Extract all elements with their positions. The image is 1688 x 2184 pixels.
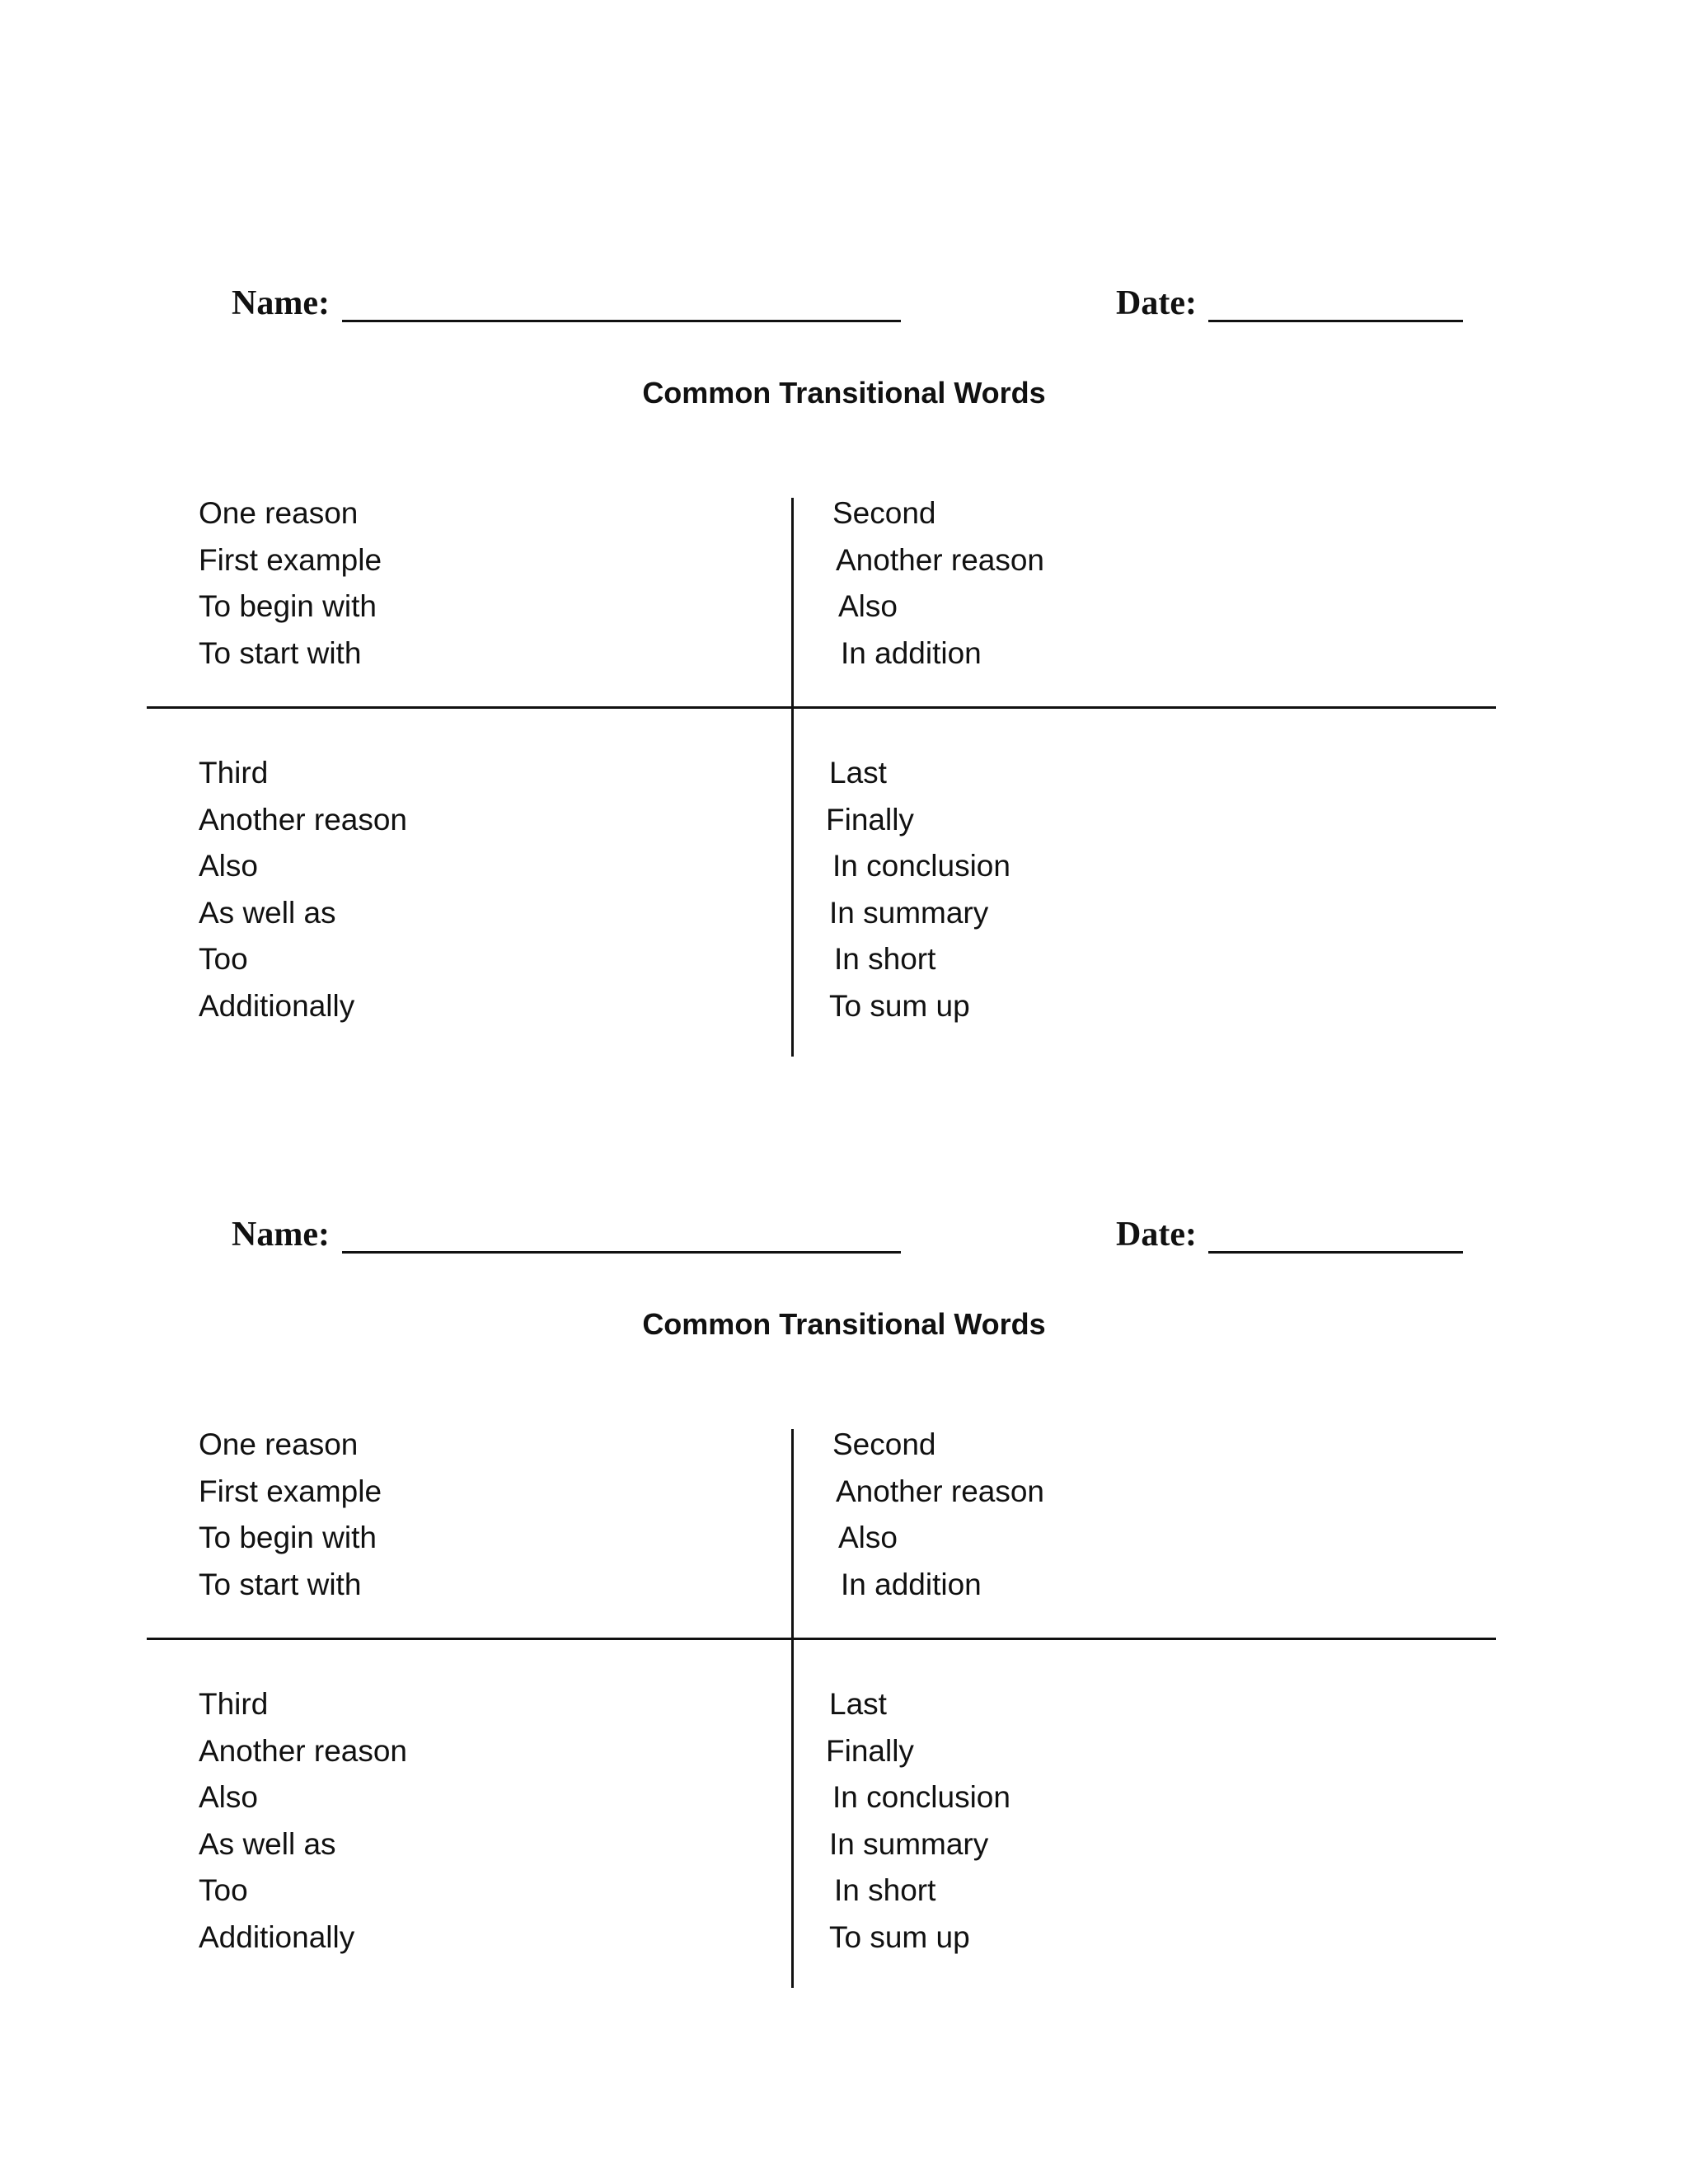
name-blank-line: [342, 320, 901, 322]
word-item: Also: [838, 589, 898, 623]
worksheet-title: Common Transitional Words: [642, 376, 1046, 410]
word-item: To sum up: [829, 1919, 970, 1954]
name-label: Name:: [232, 1216, 330, 1254]
word-item: Second: [832, 496, 936, 530]
word-item: In conclusion: [832, 849, 1010, 883]
name-label: Name:: [232, 284, 330, 322]
word-item: To begin with: [199, 1521, 377, 1554]
word-item: Too: [199, 1873, 248, 1907]
worksheet-title: Common Transitional Words: [642, 1307, 1046, 1341]
word-item: Another reason: [199, 1733, 408, 1768]
word-item: Too: [199, 942, 248, 976]
word-item: Another reason: [836, 1474, 1045, 1508]
word-item: To sum up: [829, 988, 970, 1023]
word-item: As well as: [199, 1826, 336, 1861]
date-label: Date:: [1116, 1216, 1197, 1254]
word-item: To start with: [199, 1567, 362, 1601]
word-item: To start with: [199, 635, 362, 670]
date-label: Date:: [1116, 284, 1197, 322]
word-item: Additionally: [199, 988, 355, 1023]
word-item: Third: [199, 756, 269, 790]
word-item: Also: [199, 1780, 258, 1814]
word-item: One reason: [199, 1427, 359, 1461]
word-item: Finally: [826, 802, 914, 837]
word-item: In conclusion: [832, 1780, 1010, 1814]
word-item: In summary: [829, 1826, 989, 1861]
vertical-divider: [791, 1429, 794, 1988]
worksheet-1: [0, 0, 1688, 1023]
quadrant-top-right: [832, 1422, 1044, 1608]
horizontal-divider: [147, 1638, 1496, 1640]
word-item: In summary: [829, 895, 989, 930]
name-blank-line: [342, 1251, 901, 1254]
word-item: Additionally: [199, 1919, 355, 1954]
word-item: In short: [834, 942, 936, 976]
date-blank-line: [1208, 1251, 1463, 1254]
quadrant-top-left: [199, 490, 382, 677]
horizontal-divider: [147, 706, 1496, 709]
word-item: Another reason: [836, 542, 1045, 577]
word-item: Third: [199, 1687, 269, 1721]
word-item: Last: [829, 756, 887, 790]
word-item: Also: [838, 1521, 898, 1554]
date-blank-line: [1208, 320, 1463, 322]
word-item: Also: [199, 849, 258, 883]
word-item: In short: [834, 1873, 936, 1907]
quadrant-bottom-right: [826, 1681, 1010, 1961]
word-item: One reason: [199, 496, 359, 530]
quadrant-bottom-left: [199, 1681, 407, 1961]
word-item: First example: [199, 1474, 382, 1508]
header-row: [0, 1210, 1688, 1259]
worksheet-2: [0, 931, 1688, 1954]
header-row: [0, 279, 1688, 328]
word-item: In addition: [841, 1567, 982, 1601]
word-item: Finally: [826, 1733, 914, 1768]
quadrant-top-right: [832, 490, 1044, 677]
word-item: Last: [829, 1687, 887, 1721]
word-item: In addition: [841, 635, 982, 670]
word-item: First example: [199, 542, 382, 577]
word-item: Another reason: [199, 802, 408, 837]
word-item: Second: [832, 1427, 936, 1461]
word-item: To begin with: [199, 589, 377, 623]
quadrant-top-left: [199, 1422, 382, 1608]
word-item: As well as: [199, 895, 336, 930]
